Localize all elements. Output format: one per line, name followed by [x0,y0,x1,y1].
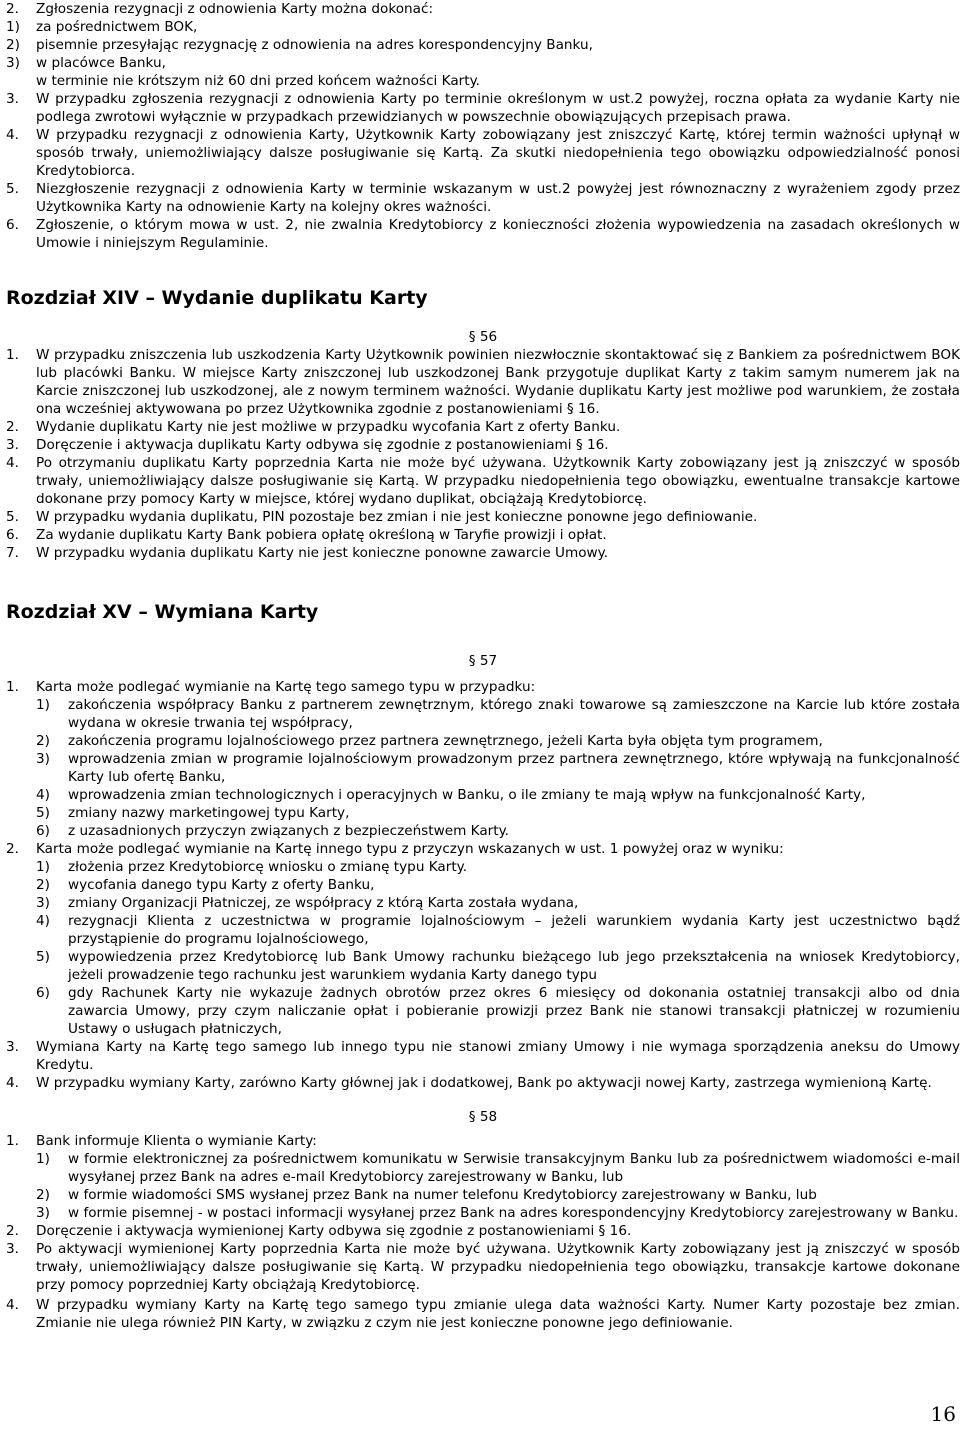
list-item: 2) pisemnie przesyłając rezygnację z odnowienia na adres korespondencyjny Banku, [6,37,593,53]
list-item: 4. Po otrzymaniu duplikatu Karty poprzednia Karta nie może być używana. Użytkownik Karty zobowiązany jest ją zniszczyć w sposób trwały, uniemożliwiający dalsze posługiwanie się Kartą. W przypadku niedopełnienia tego obowiązku, ewentualne transakcje kartowe dokonane przy pomocy Karty w miejsce, której wydano duplikat, obciążają Kredytobiorcę. [6,455,960,507]
list-item: 5. Niezgłoszenie rezygnacji z odnowienia Karty w terminie wskazanym w ust.2 powyżej jest równoznaczny z wyrażeniem zgody przez Użytkownika Karty na odnowienie Karty na kolejny okres ważności. [6,181,960,215]
list-item: 2. Zgłoszenia rezygnacji z odnowienia Karty można dokonać: [6,1,434,17]
page-number: 16 [930,1402,956,1426]
document-page [6,0,960,1332]
list-item: 1. W przypadku zniszczenia lub uszkodzenia Karty Użytkownik powinien niezwłocznie skontaktować się z Bankiem za pośrednictwem BOK lub placówki Banku. W miejsce Karty zniszczonej lub uszkodzonej Bank przygotuje duplikat Karty z takim samym numerem jak na Karcie zniszczonej lub uszkodzonej, ale z nowym terminem ważności. Wydanie duplikatu Karty jest możliwe pod warunkiem, że została ona wcześniej aktywowana po przez Użytkownika zgodnie z postanowieniami § 16. [6,347,960,417]
chapter-14-list [6,346,960,562]
list-item: 1. Karta może podlegać wymianie na Kartę tego samego typu w przypadku: [6,679,536,695]
list-item: 1) złożenia przez Kredytobiorcę wniosku o zmianę typu Karty. [36,859,468,875]
list-item: 3) wprowadzenia zmian w programie lojalnościowym prowadzonym przez partnera zewnętrznego, które wpływają na funkcjonalność Karty lub ofertę Banku, [36,751,960,785]
list-item: 6. Za wydanie duplikatu Karty Bank pobiera opłatę określoną w Taryfie prowizji i opłat. [6,527,607,543]
sub-list [6,696,960,840]
list-item: 4. W przypadku rezygnacji z odnowienia Karty, Użytkownik Karty zobowiązany jest zniszczyć Kartę, której termin ważności upłynął w sposób trwały, uniemożliwiający dalsze posługiwanie się Kartą. Za skutki niedopełnienia tego obowiązku odpowiedzialność ponosi Kredytobiorca. [6,127,960,179]
list-item: 5) zmiany nazwy marketingowej typu Karty, [36,805,350,821]
list-item: 6) z uzasadnionych przyczyn związanych z bezpieczeństwem Karty. [36,823,509,839]
list-item: 3) zmiany Organizacji Płatniczej, ze współpracy z którą Karta została wydana, [36,895,579,911]
list-item: 3) w placówce Banku, [6,55,166,71]
paragraph-mark: § 56 [468,329,498,345]
chapter-heading: Rozdział XV – Wymiana Karty [6,601,319,623]
list-item: 3. Doręczenie i aktywacja duplikatu Karty odbywa się zgodnie z postanowieniami § 16. [6,437,609,453]
list-item: 3. Wymiana Karty na Kartę tego samego lub innego typu nie stanowi zmiany Umowy i nie wymaga sporządzenia aneksu do Umowy Kredytu. [6,1039,960,1073]
sub-list [6,858,960,1038]
list-item: 3) w formie pisemnej - w postaci informacji wysyłanej przez Bank na adres korespondencyjny Kredytobiorcy zarejestrowany w Banku. [36,1205,959,1221]
list-item: 2) w formie wiadomości SMS wysłanej przez Bank na numer telefonu Kredytobiorcy zarejestrowany w Banku, lub [36,1187,817,1203]
list-item: 1) w formie elektronicznej za pośrednictwem komunikatu w Serwisie transakcyjnym Banku lub za pośrednictwem wiadomości e-mail wysyłanej przez Bank na adres e-mail Kredytobiorcy zarejestrowany w Banku, lub [36,1151,960,1185]
list-item: 4) wprowadzenia zmian technologicznych i operacyjnych w Banku, o ile zmiany te mają wpływ na funkcjonalność Karty, [36,787,866,803]
list-item: 3. W przypadku zgłoszenia rezygnacji z odnowienia Karty po terminie określonym w ust.2 powyżej, roczna opłata za wydanie Karty nie podlega zwrotowi wyłącznie w przypadkach przewidzianych w powszechnie obowiązujących przepisach prawa. [6,91,960,125]
paragraph: w terminie nie krótszym niż 60 dni przed końcem ważności Karty. [36,73,481,89]
sub-list [6,1150,960,1222]
list-item: 3. Po aktywacji wymienionej Karty poprzednia Karta nie może być używana. Użytkownik Karty zobowiązany jest ją zniszczyć w sposób trwały, uniemożliwiający dalsze posługiwanie się Kartą. W przypadku niedopełnienia tego obowiązku, transakcje kartowe dokonane przy pomocy poprzedniej Karty obciążają Kredytobiorcę. [6,1241,960,1293]
list-item: 2. Karta może podlegać wymianie na Kartę innego typu z przyczyn wskazanych w ust. 1 powyżej oraz w wyniku: [6,841,784,857]
list-item: 2) zakończenia programu lojalnościowego przez partnera zewnętrznego, jeżeli Karta była objęta tym programem, [36,733,823,749]
list-item: 4. W przypadku wymiany Karty, zarówno Karty głównej jak i dodatkowej, Bank po aktywacji nowej Karty, zastrzega wymienioną Kartę. [6,1075,932,1091]
list-item: 2. Doręczenie i aktywacja wymienionej Karty odbywa się zgodnie z postanowieniami § 16. [6,1223,632,1239]
list-item: 4. W przypadku wymiany Karty na Kartę tego samego typu zmianie ulega data ważności Karty. Numer Karty pozostaje bez zmian. Zmianie nie ulega również PIN Karty, w związku z czym nie jest konieczne ponowne jego definiowanie. [6,1297,960,1331]
paragraph-mark: § 58 [468,1109,498,1125]
list-item: 7. W przypadku wydania duplikatu Karty nie jest konieczne ponowne zawarcie Umowy. [6,545,609,561]
list-item: 1. Bank informuje Klienta o wymianie Karty: [6,1133,317,1149]
list-item: 5. W przypadku wydania duplikatu, PIN pozostaje bez zmian i nie jest konieczne ponowne jego definiowanie. [6,509,758,525]
list-item: 2. Wydanie duplikatu Karty nie jest możliwe w przypadku wycofania Kart z oferty Banku. [6,419,621,435]
list-item: 6. Zgłoszenie, o którym mowa w ust. 2, nie zwalnia Kredytobiorcy z konieczności złożenia wypowiedzenia na zasadach określonych w Umowie i niniejszym Regulaminie. [6,217,960,251]
list-item: 1) za pośrednictwem BOK, [6,19,198,35]
list-item: 2) wycofania danego typu Karty z oferty Banku, [36,877,375,893]
list-item: 1) zakończenia współpracy Banku z partnerem zewnętrznym, którego znaki towarowe są zamieszczone na Karcie lub które została wydana w okresie trwania tej współpracy, [36,697,960,731]
chapter-heading: Rozdział XIV – Wydanie duplikatu Karty [6,287,428,309]
list-item: 4) rezygnacji Klienta z uczestnictwa w programie lojalnościowym – jeżeli warunkiem wydania Karty jest uczestnictwo bądź przystąpienie do programu lojalnościowego, [36,913,960,947]
list-item: 6) gdy Rachunek Karty nie wykazuje żadnych obrotów przez okres 6 miesięcy od dokonania ostatniej transakcji albo od dnia zawarcia Umowy, przy czym naliczanie opłat i pobieranie prowizji przez Bank nie stanowi transakcji płatniczej w rozumieniu Ustawy o usługach płatniczych, [36,985,960,1037]
list-item: 5) wypowiedzenia przez Kredytobiorcę lub Bank Umowy rachunku bieżącego lub jego przekształcenia na wniosek Kredytobiorcy, jeżeli prowadzenie tego rachunku jest warunkiem wydania Karty danego typu [36,949,960,983]
paragraph-mark: § 57 [468,653,498,669]
